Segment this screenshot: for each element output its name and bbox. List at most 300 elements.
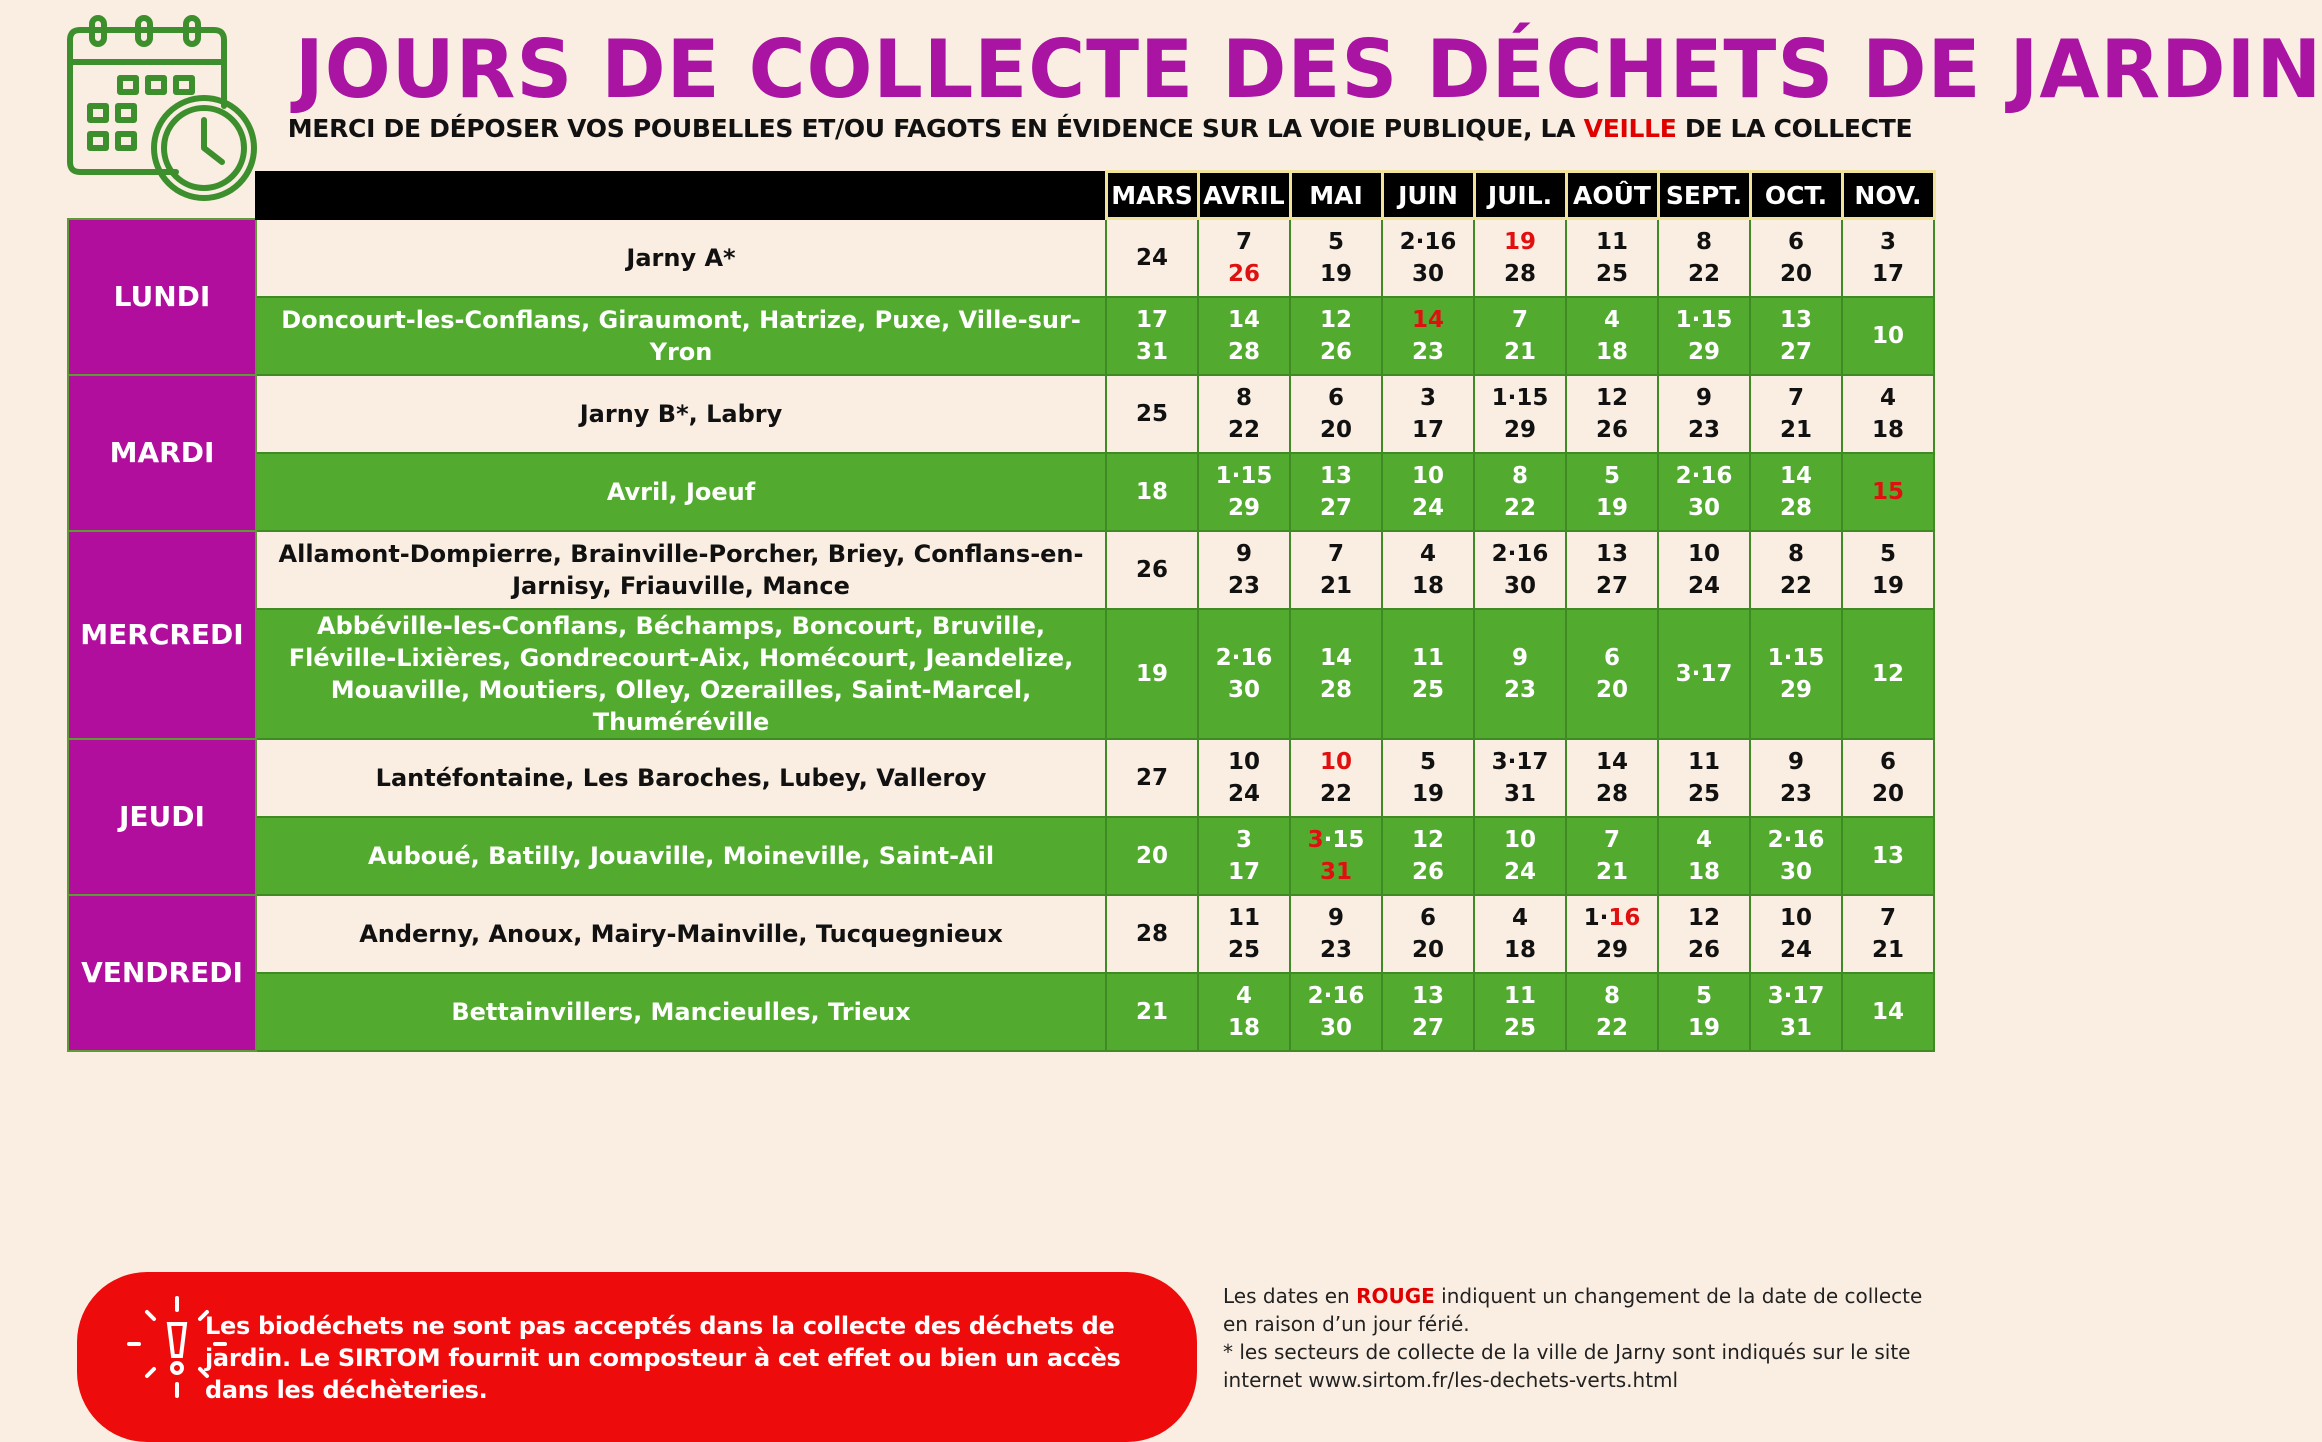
page-title: JOURS DE COLLECTE DES DÉCHETS DE JARDIN <box>294 23 2322 116</box>
collection-date: 23 <box>1687 416 1720 443</box>
collection-date: 30 <box>1687 494 1720 521</box>
collection-date: 10 <box>1319 748 1352 775</box>
collection-date: 20 <box>1871 780 1904 807</box>
collection-date: 22 <box>1503 494 1536 521</box>
commune-list: Doncourt-les-Conflans, Giraumont, Hatrize, Puxe, Ville-sur-Yron <box>256 297 1106 375</box>
footnote-red-dates <box>1223 1282 1943 1338</box>
collection-date: 28 <box>1135 920 1168 947</box>
collection-date: 25 <box>1411 676 1444 703</box>
collection-dates <box>1842 895 1934 973</box>
collection-date: 24 <box>1411 494 1444 521</box>
collection-date: 23 <box>1227 572 1260 599</box>
collection-date: 25 <box>1503 1014 1536 1041</box>
day-label: MARDI <box>68 375 256 531</box>
collection-date: 7 <box>1511 306 1528 333</box>
schedule-row <box>68 817 1934 895</box>
commune-list: Abbéville-les-Conflans, Béchamps, Boncourt, Bruville, Fléville-Lixières, Gondrecourt-Aix, Homécourt, Jeandelize, Mouaville, Moutiers, Olley, Ozerailles, Saint-Marcel, Thuméréville <box>256 609 1106 739</box>
collection-date: 4 <box>1511 904 1528 931</box>
collection-date: 9 <box>1235 540 1252 567</box>
month-header: OCT. <box>1750 172 1842 219</box>
collection-dates <box>1382 973 1474 1051</box>
collection-dates <box>1382 219 1474 297</box>
collection-date: 23 <box>1319 936 1352 963</box>
collection-date: 12 <box>1595 384 1628 411</box>
collection-dates <box>1658 531 1750 609</box>
month-header-row <box>68 172 1934 219</box>
collection-dates <box>1198 739 1290 817</box>
collection-dates <box>1750 817 1842 895</box>
collection-date: 3·17 <box>1675 660 1733 687</box>
collection-dates <box>1842 375 1934 453</box>
collection-date: 7 <box>1879 904 1896 931</box>
collection-dates <box>1658 609 1750 739</box>
collection-date: 30 <box>1779 858 1812 885</box>
collection-date: 11 <box>1411 644 1444 671</box>
collection-dates <box>1106 739 1198 817</box>
collection-date: 25 <box>1135 400 1168 427</box>
collection-date: 22 <box>1227 416 1260 443</box>
collection-date: 10 <box>1871 322 1904 349</box>
collection-dates <box>1474 219 1566 297</box>
collection-date: 17 <box>1411 416 1444 443</box>
collection-date: 2·16 <box>1399 228 1457 255</box>
footnote-highlight: ROUGE <box>1356 1284 1435 1308</box>
collection-date: 6 <box>1327 384 1344 411</box>
collection-date: 4 <box>1235 982 1252 1009</box>
commune-list: Allamont-Dompierre, Brainville-Porcher, Briey, Conflans-en-Jarnisy, Friauville, Mance <box>256 531 1106 609</box>
collection-date: 13 <box>1779 306 1812 333</box>
collection-date: 14 <box>1319 644 1352 671</box>
collection-date: 23 <box>1779 780 1812 807</box>
collection-dates <box>1382 895 1474 973</box>
collection-date: 13 <box>1319 462 1352 489</box>
month-header: MAI <box>1290 172 1382 219</box>
collection-date: 1·16 <box>1583 904 1641 931</box>
collection-dates <box>1566 297 1658 375</box>
collection-date: 22 <box>1687 260 1720 287</box>
collection-date: 24 <box>1779 936 1812 963</box>
collection-date: 26 <box>1319 338 1352 365</box>
collection-date: 29 <box>1503 416 1536 443</box>
collection-date: 28 <box>1503 260 1536 287</box>
collection-dates <box>1750 895 1842 973</box>
collection-dates <box>1566 375 1658 453</box>
collection-schedule-table <box>67 170 1936 1052</box>
collection-date: 12 <box>1411 826 1444 853</box>
collection-dates <box>1382 817 1474 895</box>
collection-dates <box>1566 531 1658 609</box>
collection-dates <box>1566 817 1658 895</box>
footnote-text: Les dates en <box>1223 1284 1357 1308</box>
collection-date: 26 <box>1227 260 1260 287</box>
collection-dates <box>1566 739 1658 817</box>
collection-dates <box>1474 375 1566 453</box>
collection-dates <box>1474 609 1566 739</box>
schedule-row <box>68 375 1934 453</box>
commune-list: Anderny, Anoux, Mairy-Mainville, Tucquegnieux <box>256 895 1106 973</box>
collection-date: 23 <box>1411 338 1444 365</box>
collection-date: 24 <box>1687 572 1720 599</box>
collection-dates <box>1842 453 1934 531</box>
notice-text: Les biodéchets ne sont pas acceptés dans la collecte des déchets de jardin. Le SIRTOM fournit un composteur à cet effet ou bien un accès dans les déchèteries. <box>205 1312 1121 1404</box>
footnote-text-end: indiquent un changement de la date de collecte en raison d’un jour férié. <box>1223 1284 1923 1336</box>
collection-dates <box>1474 895 1566 973</box>
collection-date: 18 <box>1687 858 1720 885</box>
collection-date: 19 <box>1687 1014 1720 1041</box>
schedule-row <box>68 219 1934 297</box>
collection-dates <box>1842 297 1934 375</box>
collection-date: 28 <box>1319 676 1352 703</box>
collection-date: 3·15 <box>1307 826 1365 853</box>
header-blank <box>256 172 1106 219</box>
day-label: LUNDI <box>68 219 256 375</box>
collection-date: 3 <box>1235 826 1252 853</box>
collection-date: 10 <box>1411 462 1444 489</box>
collection-date: 7 <box>1787 384 1804 411</box>
collection-dates <box>1658 375 1750 453</box>
footnote-jarny: * les secteurs de collecte de la ville de Jarny sont indiqués sur le site internet www.sirtom.fr/les-dechets-verts.html <box>1223 1340 1911 1392</box>
collection-date: 31 <box>1503 780 1536 807</box>
collection-dates <box>1842 531 1934 609</box>
collection-date: 20 <box>1135 842 1168 869</box>
collection-dates <box>1290 817 1382 895</box>
collection-date: 11 <box>1227 904 1260 931</box>
collection-date: 23 <box>1503 676 1536 703</box>
collection-date: 19 <box>1503 228 1536 255</box>
collection-date: 2·16 <box>1215 644 1273 671</box>
collection-dates <box>1474 817 1566 895</box>
collection-dates <box>1474 297 1566 375</box>
collection-dates <box>1842 219 1934 297</box>
collection-date: 26 <box>1595 416 1628 443</box>
collection-date: 30 <box>1227 676 1260 703</box>
schedule-row <box>68 531 1934 609</box>
collection-date: 17 <box>1135 306 1168 333</box>
collection-date: 25 <box>1227 936 1260 963</box>
collection-dates <box>1566 973 1658 1051</box>
footnote <box>1223 1282 1943 1394</box>
collection-date: 31 <box>1135 338 1168 365</box>
collection-date: 2·16 <box>1767 826 1825 853</box>
collection-date: 27 <box>1779 338 1812 365</box>
collection-dates <box>1842 973 1934 1051</box>
collection-dates <box>1106 895 1198 973</box>
collection-date: 18 <box>1411 572 1444 599</box>
collection-date: 25 <box>1595 260 1628 287</box>
collection-date: 29 <box>1779 676 1812 703</box>
collection-dates <box>1750 973 1842 1051</box>
corner-cell <box>68 172 256 219</box>
collection-date: 11 <box>1687 748 1720 775</box>
collection-date: 29 <box>1227 494 1260 521</box>
collection-date: 11 <box>1595 228 1628 255</box>
collection-date: 8 <box>1603 982 1620 1009</box>
collection-dates <box>1566 609 1658 739</box>
collection-date: 9 <box>1695 384 1712 411</box>
collection-date: 27 <box>1411 1014 1444 1041</box>
subtitle-text: MERCI DE DÉPOSER VOS POUBELLES ET/OU FAGOTS EN ÉVIDENCE SUR LA VOIE PUBLIQUE, LA <box>287 114 1584 143</box>
commune-list: Auboué, Batilly, Jouaville, Moineville, Saint-Ail <box>256 817 1106 895</box>
collection-date: 24 <box>1135 244 1168 271</box>
collection-date: 9 <box>1327 904 1344 931</box>
collection-date: 5 <box>1695 982 1712 1009</box>
collection-dates <box>1658 973 1750 1051</box>
collection-date: 31 <box>1779 1014 1812 1041</box>
collection-date: 19 <box>1595 494 1628 521</box>
collection-date: 24 <box>1503 858 1536 885</box>
collection-dates <box>1106 453 1198 531</box>
collection-date: 10 <box>1687 540 1720 567</box>
collection-date: 3 <box>1879 228 1896 255</box>
collection-dates <box>1290 739 1382 817</box>
collection-date: 19 <box>1871 572 1904 599</box>
collection-dates <box>1842 817 1934 895</box>
schedule-row <box>68 453 1934 531</box>
collection-dates <box>1290 609 1382 739</box>
collection-date: 1·15 <box>1675 306 1733 333</box>
collection-dates <box>1198 297 1290 375</box>
collection-date: 5 <box>1603 462 1620 489</box>
collection-date: 1·15 <box>1215 462 1273 489</box>
collection-date: 2·16 <box>1675 462 1733 489</box>
collection-date: 5 <box>1879 540 1896 567</box>
collection-date: 18 <box>1503 936 1536 963</box>
page-subtitle <box>270 114 1930 143</box>
collection-date: 18 <box>1595 338 1628 365</box>
collection-dates <box>1198 609 1290 739</box>
collection-dates <box>1198 973 1290 1051</box>
collection-date: 4 <box>1695 826 1712 853</box>
collection-dates <box>1474 739 1566 817</box>
collection-date: 6 <box>1419 904 1436 931</box>
collection-date: 22 <box>1779 572 1812 599</box>
collection-dates <box>1842 739 1934 817</box>
commune-list: Bettainvillers, Mancieulles, Trieux <box>256 973 1106 1051</box>
collection-date: 19 <box>1319 260 1352 287</box>
collection-date: 7 <box>1235 228 1252 255</box>
collection-date: 12 <box>1687 904 1720 931</box>
schedule-row <box>68 297 1934 375</box>
collection-date: 4 <box>1419 540 1436 567</box>
collection-date: 5 <box>1327 228 1344 255</box>
collection-dates <box>1290 297 1382 375</box>
collection-date: 21 <box>1595 858 1628 885</box>
collection-dates <box>1658 219 1750 297</box>
collection-date: 1·15 <box>1491 384 1549 411</box>
collection-date: 20 <box>1411 936 1444 963</box>
collection-dates <box>1382 609 1474 739</box>
collection-date: 17 <box>1871 260 1904 287</box>
month-header: SEPT. <box>1658 172 1750 219</box>
collection-date: 27 <box>1595 572 1628 599</box>
collection-dates <box>1382 297 1474 375</box>
collection-date: 14 <box>1411 306 1444 333</box>
collection-dates <box>1198 375 1290 453</box>
month-header: AOÛT <box>1566 172 1658 219</box>
collection-date: 30 <box>1319 1014 1352 1041</box>
commune-list: Jarny A* <box>256 219 1106 297</box>
schedule-row <box>68 895 1934 973</box>
collection-dates <box>1106 973 1198 1051</box>
day-label: JEUDI <box>68 739 256 895</box>
collection-date: 31 <box>1319 858 1352 885</box>
collection-dates <box>1566 895 1658 973</box>
day-label: MERCREDI <box>68 531 256 739</box>
collection-date: 4 <box>1879 384 1896 411</box>
collection-date: 10 <box>1503 826 1536 853</box>
collection-dates <box>1658 453 1750 531</box>
collection-date: 27 <box>1135 764 1168 791</box>
collection-date: 6 <box>1787 228 1804 255</box>
collection-date: 24 <box>1227 780 1260 807</box>
biowaste-notice <box>77 1272 1197 1442</box>
collection-date: 29 <box>1687 338 1720 365</box>
collection-date: 14 <box>1227 306 1260 333</box>
collection-date: 13 <box>1595 540 1628 567</box>
collection-dates <box>1750 453 1842 531</box>
collection-dates <box>1474 453 1566 531</box>
collection-date: 26 <box>1411 858 1444 885</box>
collection-dates <box>1750 219 1842 297</box>
collection-date: 10 <box>1779 904 1812 931</box>
collection-date: 4 <box>1603 306 1620 333</box>
collection-dates <box>1198 531 1290 609</box>
collection-date: 27 <box>1319 494 1352 521</box>
collection-dates <box>1658 817 1750 895</box>
collection-date: 25 <box>1687 780 1720 807</box>
collection-dates <box>1842 609 1934 739</box>
collection-date: 21 <box>1871 936 1904 963</box>
collection-date: 17 <box>1227 858 1260 885</box>
month-header: JUIN <box>1382 172 1474 219</box>
collection-dates <box>1658 297 1750 375</box>
collection-dates <box>1750 739 1842 817</box>
collection-dates <box>1290 895 1382 973</box>
collection-date: 28 <box>1779 494 1812 521</box>
collection-date: 14 <box>1871 998 1904 1025</box>
collection-date: 15 <box>1871 478 1904 505</box>
subtitle-text-end: DE LA COLLECTE <box>1676 114 1913 143</box>
collection-date: 21 <box>1135 998 1168 1025</box>
collection-date: 19 <box>1411 780 1444 807</box>
collection-dates <box>1106 817 1198 895</box>
collection-dates <box>1106 297 1198 375</box>
collection-date: 20 <box>1595 676 1628 703</box>
collection-dates <box>1106 609 1198 739</box>
commune-list: Jarny B*, Labry <box>256 375 1106 453</box>
collection-date: 22 <box>1595 1014 1628 1041</box>
collection-dates <box>1198 817 1290 895</box>
collection-date: 5 <box>1419 748 1436 775</box>
month-header: NOV. <box>1842 172 1934 219</box>
collection-date: 7 <box>1327 540 1344 567</box>
collection-dates <box>1106 531 1198 609</box>
collection-dates <box>1198 219 1290 297</box>
commune-list: Lantéfontaine, Les Baroches, Lubey, Valleroy <box>256 739 1106 817</box>
collection-dates <box>1290 531 1382 609</box>
collection-dates <box>1290 453 1382 531</box>
collection-dates <box>1566 453 1658 531</box>
collection-date: 3·17 <box>1491 748 1549 775</box>
collection-date: 8 <box>1511 462 1528 489</box>
collection-dates <box>1382 531 1474 609</box>
collection-date: 28 <box>1227 338 1260 365</box>
collection-date: 1·15 <box>1767 644 1825 671</box>
collection-date: 21 <box>1779 416 1812 443</box>
schedule-row <box>68 973 1934 1051</box>
collection-date: 9 <box>1787 748 1804 775</box>
month-header: AVRIL <box>1198 172 1290 219</box>
commune-list: Avril, Joeuf <box>256 453 1106 531</box>
collection-date: 6 <box>1603 644 1620 671</box>
collection-date: 18 <box>1871 416 1904 443</box>
collection-date: 12 <box>1319 306 1352 333</box>
collection-dates <box>1382 375 1474 453</box>
collection-dates <box>1474 531 1566 609</box>
collection-dates <box>1658 895 1750 973</box>
collection-date: 28 <box>1595 780 1628 807</box>
collection-date: 26 <box>1687 936 1720 963</box>
collection-date: 18 <box>1135 478 1168 505</box>
collection-date: 20 <box>1319 416 1352 443</box>
collection-date: 30 <box>1503 572 1536 599</box>
month-header: JUIL. <box>1474 172 1566 219</box>
collection-dates <box>1106 375 1198 453</box>
collection-date: 8 <box>1695 228 1712 255</box>
collection-dates <box>1198 453 1290 531</box>
collection-date: 29 <box>1595 936 1628 963</box>
collection-date: 30 <box>1411 260 1444 287</box>
collection-dates <box>1198 895 1290 973</box>
collection-date: 8 <box>1235 384 1252 411</box>
collection-dates <box>1382 453 1474 531</box>
collection-date: 2·16 <box>1307 982 1365 1009</box>
day-label: VENDREDI <box>68 895 256 1051</box>
collection-date: 6 <box>1879 748 1896 775</box>
collection-date: 7 <box>1603 826 1620 853</box>
collection-date: 8 <box>1787 540 1804 567</box>
collection-dates <box>1658 739 1750 817</box>
collection-date: 3 <box>1419 384 1436 411</box>
collection-date: 2·16 <box>1491 540 1549 567</box>
collection-dates <box>1750 297 1842 375</box>
collection-date: 9 <box>1511 644 1528 671</box>
schedule-row <box>68 739 1934 817</box>
collection-date: 12 <box>1871 660 1904 687</box>
collection-dates <box>1290 375 1382 453</box>
collection-date: 10 <box>1227 748 1260 775</box>
collection-date: 11 <box>1503 982 1536 1009</box>
collection-dates <box>1290 219 1382 297</box>
collection-date: 3·17 <box>1767 982 1825 1009</box>
collection-dates <box>1474 973 1566 1051</box>
collection-dates <box>1750 531 1842 609</box>
collection-date: 26 <box>1135 556 1168 583</box>
collection-date: 13 <box>1871 842 1904 869</box>
collection-date: 14 <box>1595 748 1628 775</box>
collection-date: 13 <box>1411 982 1444 1009</box>
collection-dates <box>1290 973 1382 1051</box>
collection-dates <box>1106 219 1198 297</box>
collection-date: 21 <box>1503 338 1536 365</box>
schedule-row <box>68 609 1934 739</box>
collection-date: 20 <box>1779 260 1812 287</box>
collection-dates <box>1750 609 1842 739</box>
collection-date: 14 <box>1779 462 1812 489</box>
collection-date: 19 <box>1135 660 1168 687</box>
collection-dates <box>1566 219 1658 297</box>
collection-date: 21 <box>1319 572 1352 599</box>
